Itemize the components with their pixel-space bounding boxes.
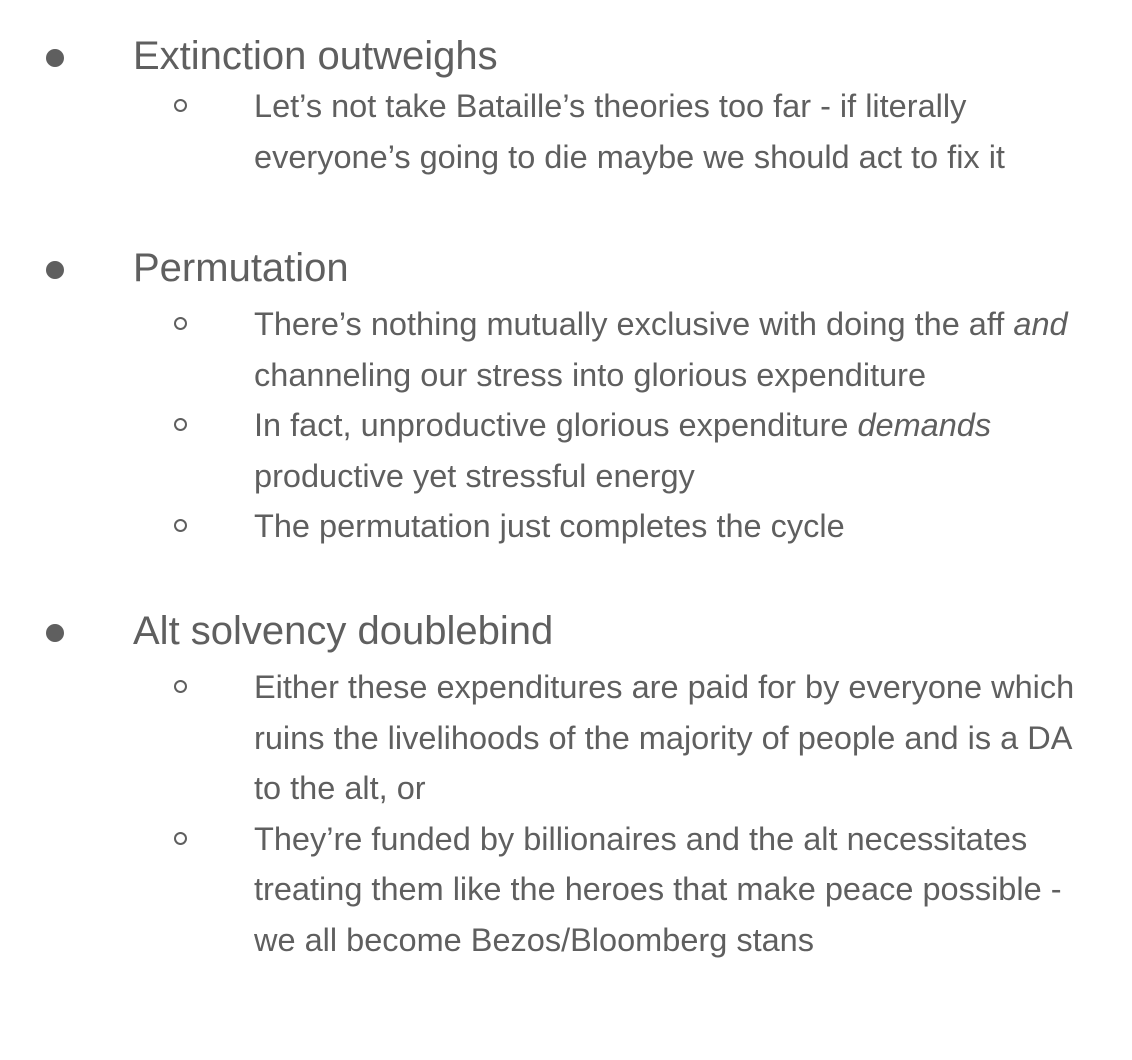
section-alt-solvency xyxy=(0,606,1132,965)
sub-bullet-item xyxy=(254,400,1084,501)
hollow-bullet-icon xyxy=(174,832,187,845)
sub-bullet-text: The permutation just completes the cycle xyxy=(254,508,845,544)
sub-bullet-item xyxy=(254,81,1084,182)
sub-bullet-text: They’re funded by billionaires and the alt necessitates treating them like the heroes that make peace possible - we all become Bezos/Bloomberg stans xyxy=(254,820,1062,958)
sub-bullet-text-start: In fact, unproductive glorious expenditure xyxy=(254,407,858,443)
sub-bullet-item xyxy=(254,814,1084,966)
sub-bullet-text: Let’s not take Bataille’s theories too far - if literally everyone’s going to die maybe we should act to fix it xyxy=(254,88,1005,175)
hollow-bullet-icon xyxy=(174,519,187,532)
heading-text: Alt solvency doublebind xyxy=(133,609,554,653)
filled-bullet-icon xyxy=(46,624,64,642)
heading-text: Permutation xyxy=(133,246,349,290)
sub-bullet-emphasis: demands xyxy=(857,407,992,443)
filled-bullet-icon xyxy=(46,49,64,67)
sub-bullet-item xyxy=(254,501,1084,552)
sub-bullet-text-end: productive yet stressful energy xyxy=(254,457,695,494)
filled-bullet-icon xyxy=(46,261,64,279)
section-permutation xyxy=(0,243,1132,552)
sub-bullet-emphasis: and xyxy=(1013,306,1068,342)
hollow-bullet-icon xyxy=(174,99,187,112)
sub-bullet-text: Either these expenditures are paid for by everyone which ruins the livelihoods of the majority of people and is a DA to the alt, or xyxy=(254,669,1075,806)
hollow-bullet-icon xyxy=(174,317,187,330)
sub-bullet-item xyxy=(254,299,1084,400)
bullet-heading xyxy=(133,243,1132,293)
sub-bullet-item xyxy=(254,662,1084,814)
hollow-bullet-icon xyxy=(174,680,187,693)
bullet-heading xyxy=(133,31,1132,81)
sub-bullet-text-end: channeling our stress into glorious expenditure xyxy=(254,356,927,393)
hollow-bullet-icon xyxy=(174,418,187,431)
bullet-heading xyxy=(133,606,1132,656)
heading-text: Extinction outweighs xyxy=(133,34,498,78)
sub-bullet-text-start: There’s nothing mutually exclusive with doing the aff xyxy=(254,306,1014,342)
section-extinction xyxy=(0,31,1132,182)
